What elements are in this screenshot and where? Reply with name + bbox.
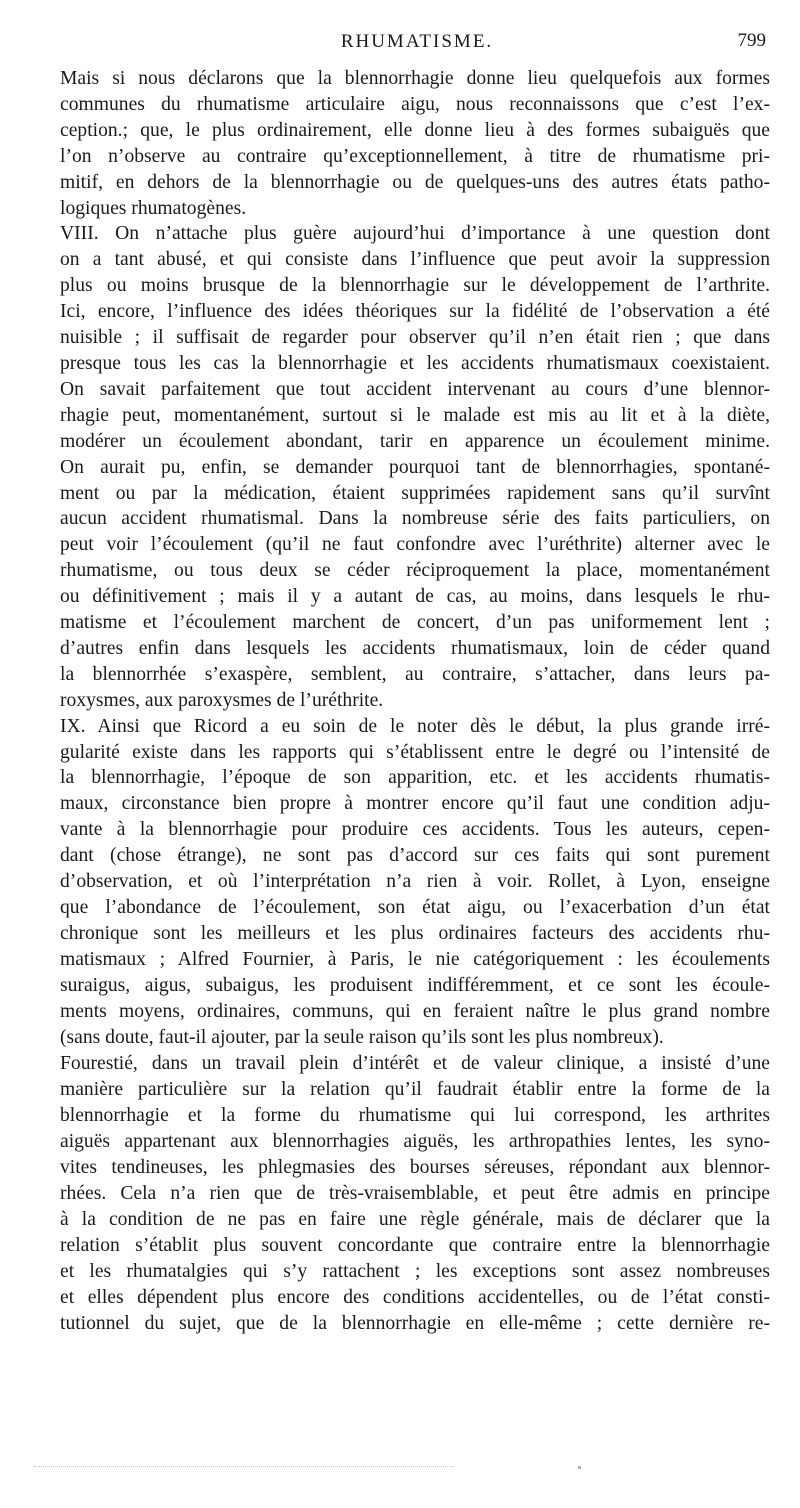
text-line: matisme et l’écoulement marchent de concert, d’un pas uniformement lent ; [60,612,770,634]
text-line: On aurait pu, enfin, se demander pourquoi tant de blennorrhagies, spontané- [60,456,770,478]
text-line: d’observation, et où l’interprétation n’a rien à voir. Rollet, à Lyon, enseigne [60,871,770,893]
footer-rule [34,1466,454,1470]
text-line: communes du rhumatisme articulaire aigu, nous reconnaissons que c’est l’ex- [60,93,770,115]
page [34,0,770,1336]
text-line: Mais si nous déclarons que la blennorrhagie donne lieu quelquefois aux formes [60,68,770,89]
text-line: on a tant abusé, et qui consiste dans l’influence que peut avoir la suppression [60,249,770,271]
text-line: dant (chose étrange), ne sont pas d’accord sur ces faits qui sont purement [60,845,770,867]
text-line: roxysmes, aux paroxysmes de l’uréthrite. [60,689,384,711]
body-text [34,66,770,1336]
text-line: l’on n’observe au contraire qu’exceptionnellement, à titre de rhumatisme pri- [60,145,770,167]
text-line: et elles dépendent plus encore des conditions accidentelles, ou de l’état consti- [60,1286,770,1308]
text-line: vante à la blennorrhagie pour produire ces accidents. Tous les auteurs, cepen- [60,819,770,841]
paragraph-1 [34,66,770,221]
text-line: et les rhumatalgies qui s’y rattachent ; les exceptions sont assez nombreuses [60,1260,770,1282]
text-line: suraigus, aigus, subaigus, les produisent indifféremment, et ce sont les écoule- [60,974,770,996]
text-line: plus ou moins brusque de la blennorrhagie sur le développement de l’arthrite. [60,275,770,297]
text-line: On savait parfaitement que tout accident intervenant au cours d’une blennor- [60,378,770,400]
text-line: IX. Ainsi que Ricord a eu soin de le noter dès le début, la plus grande irré- [60,715,770,737]
running-title: RHUMATISME. [340,31,494,52]
text-line: logiques rhumatogènes. [60,197,247,219]
text-line: la blennorrhée s’exaspère, semblent, au contraire, s’attacher, dans leurs pa- [60,663,770,685]
paragraph-2 [34,221,770,713]
text-line: rhées. Cela n’a rien que de très-vraisemblable, et peut être admis en principe [60,1182,770,1204]
text-line: nuisible ; il suffisait de regarder pour observer qu’il n’en était rien ; que dans [60,327,770,349]
text-line: gularité existe dans les rapports qui s’établissent entre le degré ou l’intensité de [60,741,770,763]
text-line: vites tendineuses, les phlegmasies des bourses séreuses, répondant aux blennor- [60,1157,770,1179]
text-line: que l’abondance de l’écoulement, son état aigu, ou l’exacerbation d’un état [60,897,770,918]
text-line: ou définitivement ; mais il y a autant de cas, au moins, dans lesquels le rhu- [60,586,770,608]
text-line: ception.; que, le plus ordinairement, elle donne lieu à des formes subaiguës que [60,119,770,141]
text-line: chronique sont les meilleurs et les plus ordinaires facteurs des accidents rhu- [60,922,770,944]
text-line: aucun accident rhumatismal. Dans la nombreuse série des faits particuliers, on [60,508,770,530]
text-line: d’autres enfin dans lesquels les accidents rhumatismaux, loin de céder quand [60,637,770,659]
text-line: Ici, encore, l’influence des idées théoriques sur la fidélité de l’observation a été [60,301,770,323]
text-line: rhumatisme, ou tous deux se céder réciproquement la place, momentanément [60,560,770,582]
text-line: la blennorrhagie, l’époque de son apparition, etc. et les accidents rhumatis- [60,767,770,789]
text-line: ments moyens, ordinaires, communs, qui en feraient naître le plus grand nombre [60,1000,770,1022]
text-line: modérer un écoulement abondant, tarir en apparence un écoulement minime. [60,430,770,452]
text-line: rhagie peut, momentanément, surtout si le malade est mis au lit et à la diète, [60,404,770,426]
text-line: presque tous les cas la blennorrhagie et les accidents rhumatismaux coexistaient. [60,352,770,374]
running-head [34,0,770,50]
text-line: relation s’établit plus souvent concordante que contraire entre la blennorrhagie [60,1234,770,1256]
text-line: maux, circonstance bien propre à montrer encore qu’il faut une condition adju- [60,793,770,815]
text-line: blennorrhagie et la forme du rhumatisme qui lui correspond, les arthrites [60,1105,770,1127]
text-line: tutionnel du sujet, que de la blennorrhagie en elle-même ; cette dernière re- [60,1312,770,1334]
text-line: mitif, en dehors de la blennorrhagie ou de quelques-uns des autres états patho- [60,171,770,193]
text-line: ment ou par la médication, étaient supprimées rapidement sans qu’il survînt [60,482,770,504]
text-line: manière particulière sur la relation qu’il faudrait établir entre la forme de la [60,1079,770,1101]
paragraph-4 [34,1051,770,1336]
text-line: matismaux ; Alfred Fournier, à Paris, le nie catégoriquement : les écoulements [60,948,770,970]
text-line: Fourestié, dans un travail plein d’intérêt et de valeur clinique, a insisté d’une [60,1053,770,1075]
footer-mark [578,1466,581,1469]
text-line: à la condition de ne pas en faire une règle générale, mais de déclarer que la [60,1208,770,1230]
text-line: (sans doute, faut-il ajouter, par la seule raison qu’ils sont les plus nombreux). [60,1026,664,1048]
page-number: 799 [737,30,766,51]
text-line: peut voir l’écoulement (qu’il ne faut confondre avec l’uréthrite) alterner avec le [60,534,770,556]
paragraph-3 [34,714,770,1051]
text-line: VIII. On n’attache plus guère aujourd’hui d’importance à une question dont [60,223,770,245]
text-line: aiguës appartenant aux blennorrhagies aiguës, les arthropathies lentes, les syno- [60,1131,770,1153]
